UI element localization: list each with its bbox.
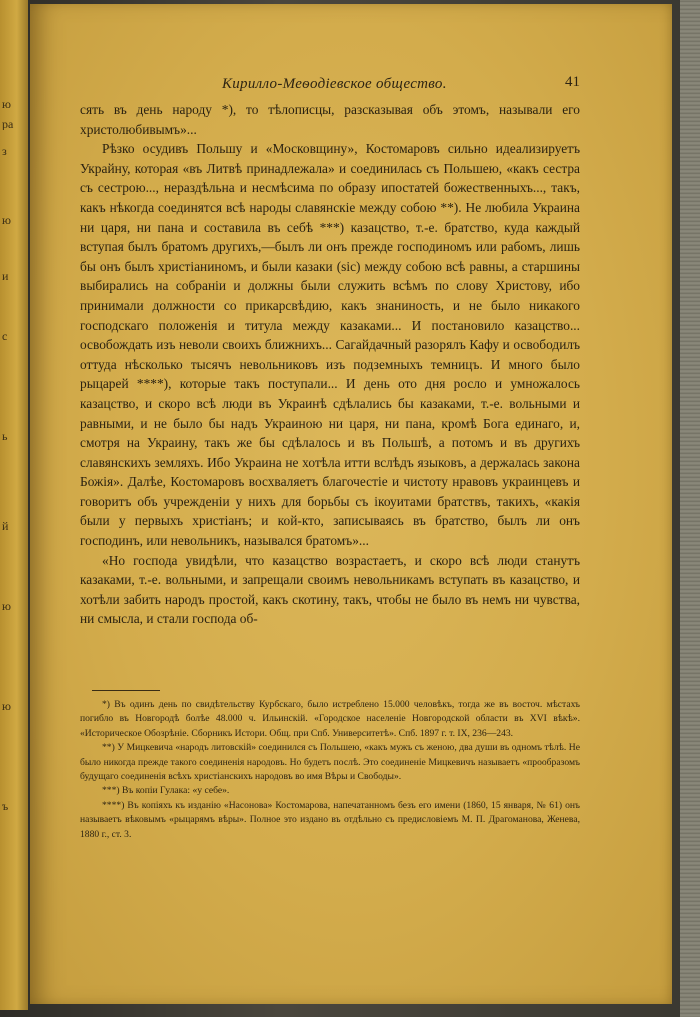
- footnote: **) У Мицкевича «народъ литовскій» соединился съ Польшею, «какъ мужъ съ женою, два души въ одномъ тѣлѣ. Не было никогда прежде такого соединенія народовъ. Но будетъ послѣ. Это соединеніе Мицкевичъ называетъ «прообразомъ будущаго соединенія всѣхъ христіанскихъ народовъ во имя Вѣры и Свободы».: [80, 742, 580, 783]
- left-page-fragment: ю: [2, 700, 11, 712]
- left-page-fragment: и: [2, 270, 9, 282]
- footnote-divider: [92, 690, 160, 691]
- left-page-fragment: ю: [2, 600, 11, 612]
- left-page-fragment: с: [2, 330, 8, 342]
- footnote: ****) Въ копіяхъ къ изданію «Насонова» Костомарова, напечатанномъ безъ его имени (1860, 15 января, № 61) онъ называетъ вѣковымъ «рыцарямъ вѣры». Полное это издано въ отдѣльно съ предисловіемъ М. П. Драгоманова, Женева, 1880 г., ст. 3.: [80, 799, 580, 840]
- running-title: Кирилло-Меѳодіевское общество.: [222, 76, 447, 92]
- footnote: ***) Въ копіи Гулака: «у себе».: [102, 785, 230, 797]
- footnote: *) Въ одинъ день по свидѣтельству Курбскаго, было истреблено 15.000 человѣкъ, тогда же въ восточ. мѣстахъ погибло въ Новгородѣ болѣе 48.000 ч. Ильинскій. «Городское населеніе Новгородской области въ XVI вѣкѣ». «Историческое Обозрѣніе. Сборникъ Истори. Общ. при Спб. Университетѣ». Спб. 1897 г. т. IX, 236—243.: [80, 699, 580, 739]
- body-paragraph: сять въ день народу *), то тѣлописцы, разсказывая объ этомъ, называли его христолюбивымъ»...: [80, 102, 580, 137]
- left-page-edge: [0, 0, 28, 1010]
- book-spine: [680, 0, 700, 1017]
- left-page-fragment: ь: [2, 430, 8, 442]
- page-number: 41: [565, 74, 580, 90]
- main-text: [80, 100, 580, 629]
- left-page-fragment: з: [2, 145, 7, 157]
- book-page: [30, 4, 672, 1004]
- left-page-fragment: ю: [2, 214, 11, 226]
- body-paragraph: Рѣзко осудивъ Польшу и «Московщину», Костомаровъ сильно идеализируетъ Украйну, которая «въ Литвѣ принадлежала» и соединилась съ Польшею, «какъ сестра съ сестрою..., нераздѣльна и несмѣсима по образу ипостатей божественныхъ..., такъ, какъ нѣкогда соединятся всѣ народы славянскіе между собою **). Не любила Украина ни царя, ни пана и составила въ себѣ ***) казацство, т.-е. братство, куда каждый вступая былъ братомъ другихъ,—былъ ли онъ прежде господиномъ или рабомъ, лишь бы онъ былъ христіаниномъ, и были казаки (sic) между собою всѣ равны, а старшины выбирались на собраніи и должны были служить всѣмъ по слову Христову, ибо принимали должности со прикарсвѣдию, какъ знаниность, и не было никакого господскаго положенія и титула между казаками... И постановило казацство... освобождать изъ неволи своихъ ближнихъ... Сагайдачный разорялъ Кафу и освободилъ оттуда нѣсколько тысячъ невольниковъ изъ подземныхъ темницъ. И много было рыцарей ****), которые такъ поступали... И день ото дня росло и умножалось казацство, и скоро всѣ люди въ Украинѣ сдѣлались бы казаками, т.-е. вольными и равными, и не было бы надъ Украиною ни царя, ни пана, кромѣ Бога единаго, и, смотря на Украину, такъ же бы сдѣлалось и въ Польшѣ, а потомъ и въ другихъ славянскихъ земляхъ. Ибо Украина не хотѣла итти вслѣдъ языковъ, а держалась закона Божія». Далѣе, Костомаровъ восхваляетъ благочестіе и чистоту нравовъ украинцевъ и говоритъ объ учрежденіи у нихъ для борьбы съ ікоуитами братствъ, такихъ, «какія были у первыхъ христіанъ; и кой-кто, записываясь въ братство, былъ ли онъ господинъ, или невольникъ, назывался братомъ»...: [80, 141, 580, 549]
- footnotes: [80, 698, 580, 842]
- page-header: [90, 74, 580, 98]
- left-page-fragment: ра: [2, 118, 14, 130]
- left-page-fragment: ю: [2, 98, 11, 110]
- body-paragraph: «Но господа увидѣли, что казацство возрастаетъ, и скоро всѣ люди станутъ казаками, т.-е. вольными, и запрещали своимъ невольникамъ вступать въ казацство, и хотѣли забить народъ простой, какъ скотину, такъ, чтобы не было въ немъ ни чувства, ни смысла, и стали господа об-: [80, 552, 580, 627]
- left-page-fragment: ъ: [2, 800, 9, 812]
- left-page-fragment: й: [2, 520, 9, 532]
